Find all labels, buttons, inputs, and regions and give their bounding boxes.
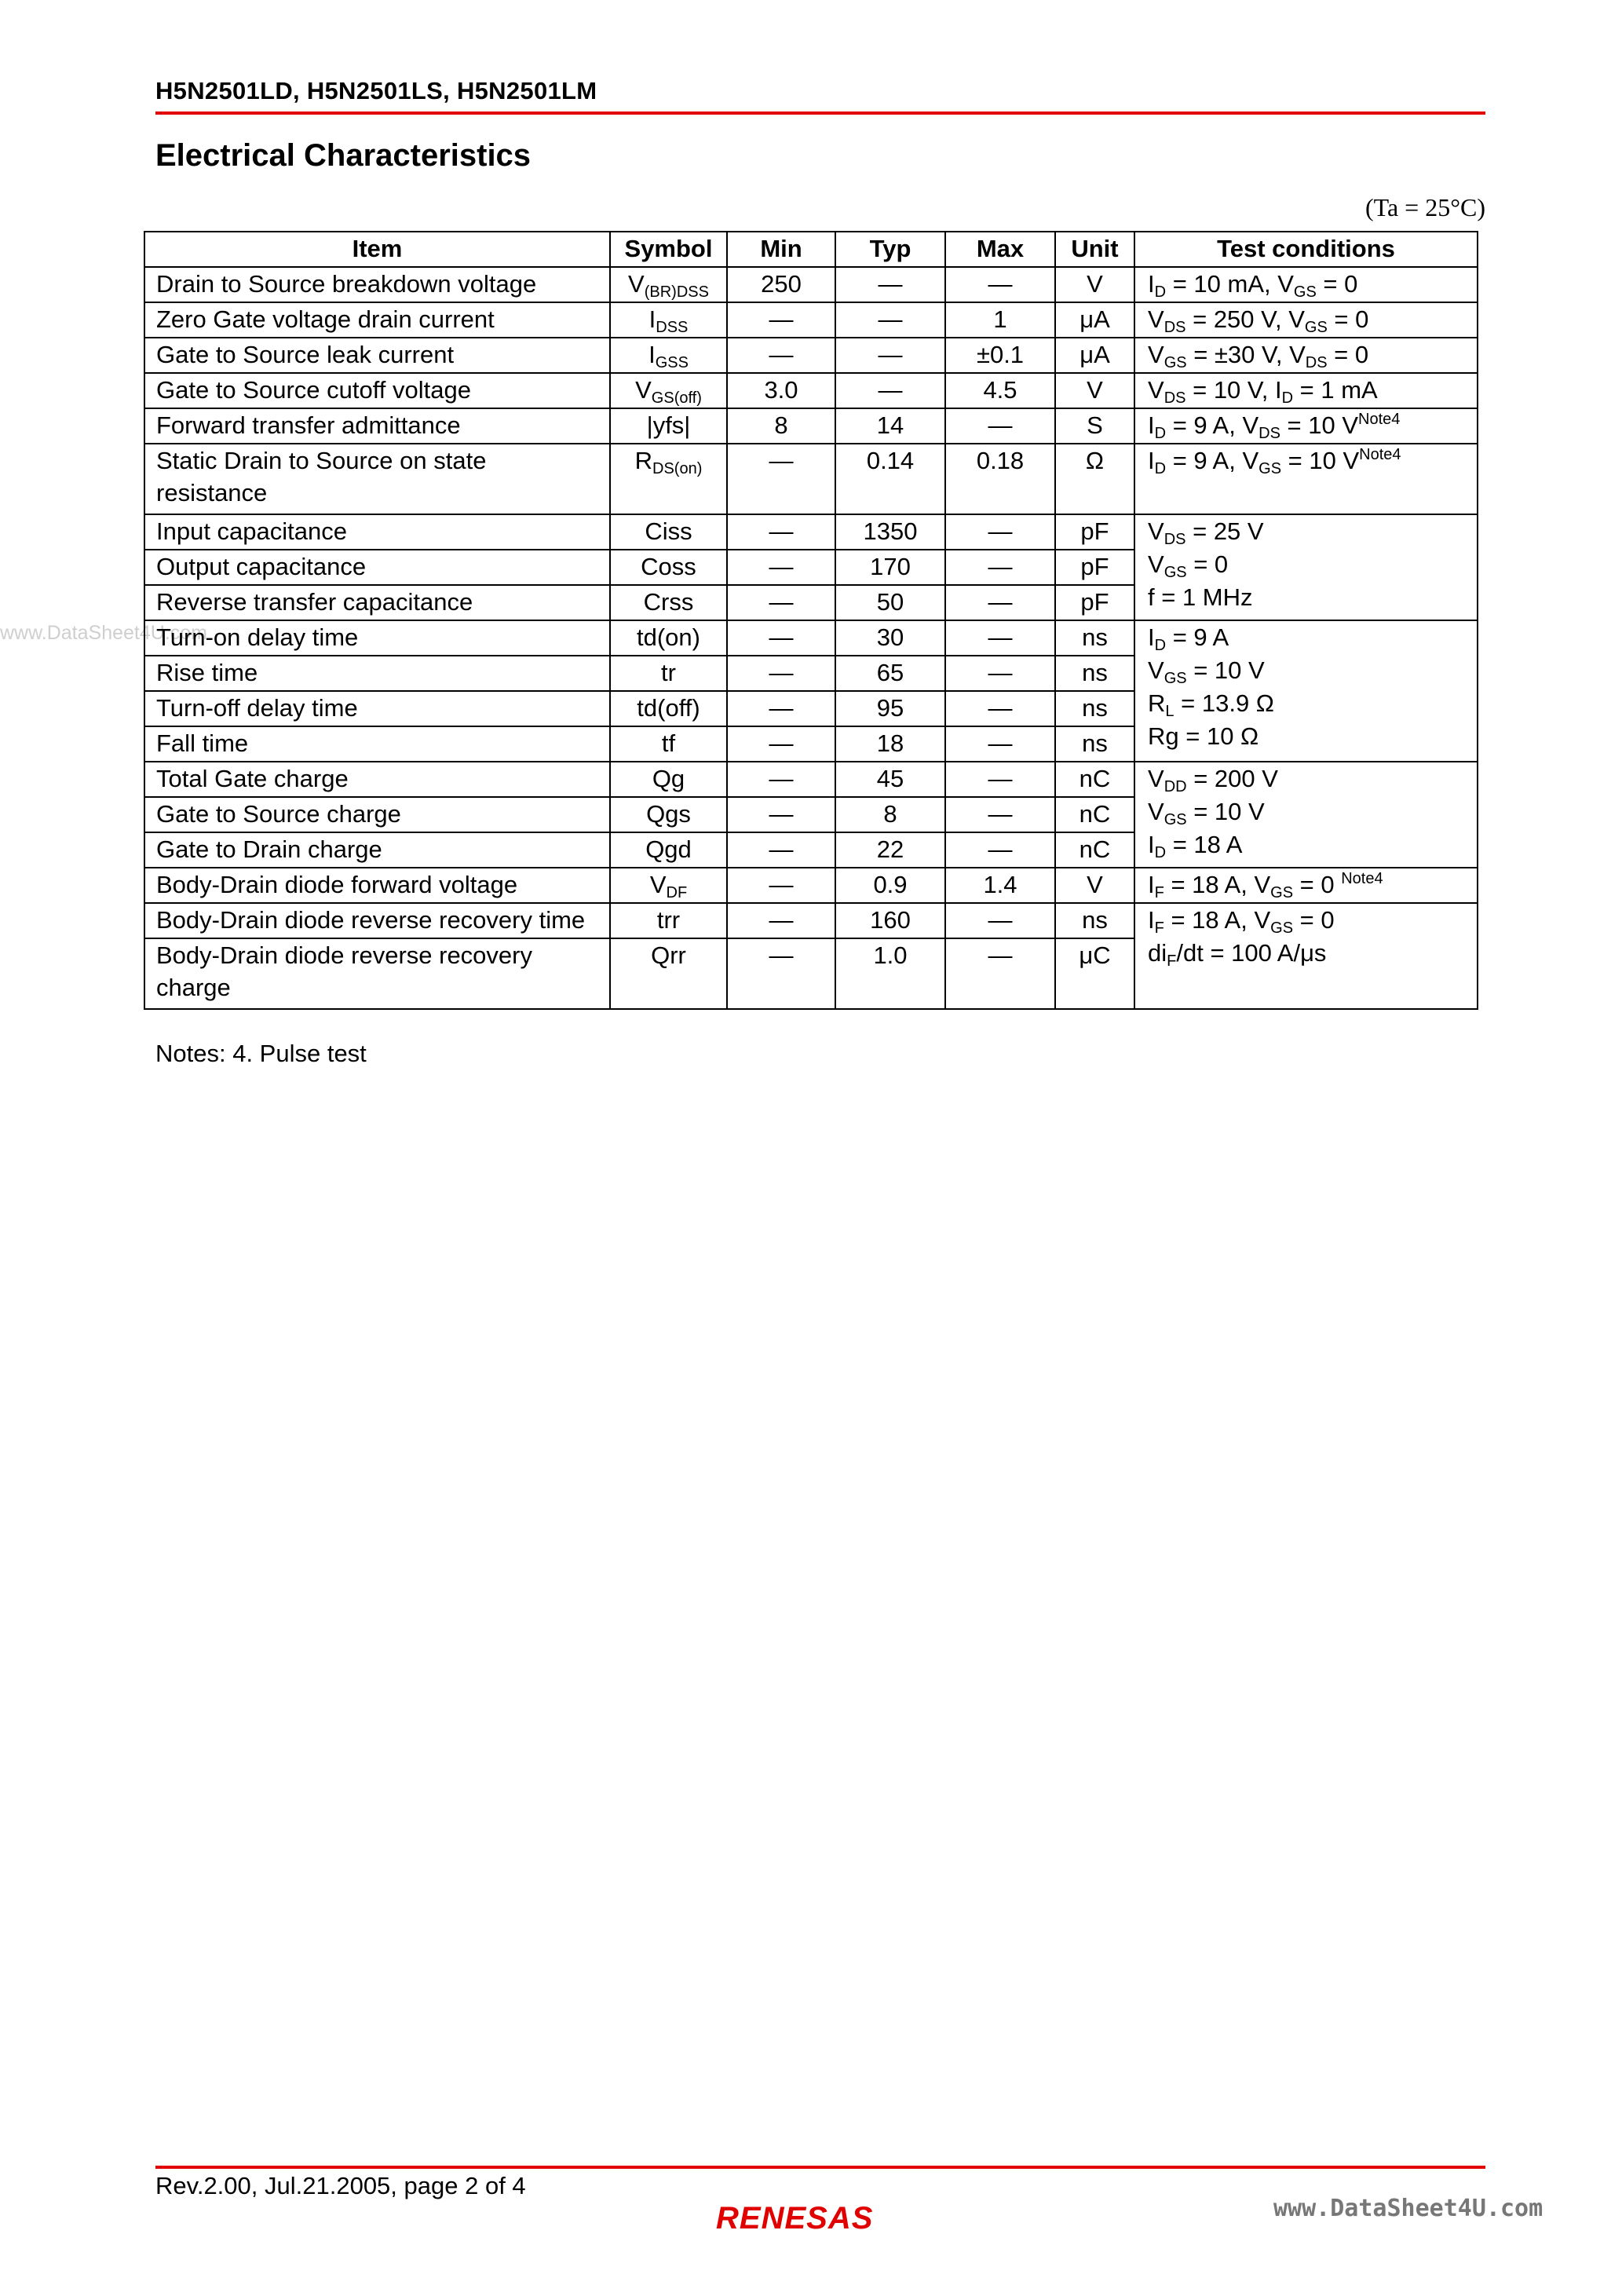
condition-cell-gate-charge: $V_{DD} = 200$ V $V_{GS} = 10$ V $I_D = 18$ A <box>1134 762 1478 868</box>
typ-cell: 18 <box>835 726 945 762</box>
table-row <box>144 444 1478 514</box>
column-header-unit: Unit <box>1055 232 1134 267</box>
min-cell: — <box>727 797 835 832</box>
unit-cell: Ω <box>1055 444 1134 514</box>
unit-cell: μA <box>1055 302 1134 338</box>
item-cell: Gate to Drain charge <box>144 832 610 868</box>
unit-cell: ns <box>1055 656 1134 691</box>
min-cell: 8 <box>727 408 835 444</box>
max-cell: — <box>945 832 1055 868</box>
min-cell: — <box>727 832 835 868</box>
max-cell: — <box>945 797 1055 832</box>
symbol-cell: td(off) <box>610 691 727 726</box>
symbol-cell: $I_{DSS}$ <box>610 302 727 338</box>
max-cell: — <box>945 550 1055 585</box>
unit-cell: pF <box>1055 514 1134 550</box>
unit-cell: ns <box>1055 691 1134 726</box>
unit-cell: V <box>1055 868 1134 903</box>
column-header-min: Min <box>727 232 835 267</box>
unit-cell: μA <box>1055 338 1134 373</box>
max-cell: 0.18 <box>945 444 1055 514</box>
unit-cell: ns <box>1055 726 1134 762</box>
min-cell: — <box>727 762 835 797</box>
item-cell: Turn-off delay time <box>144 691 610 726</box>
min-cell: — <box>727 868 835 903</box>
typ-cell: 1.0 <box>835 938 945 1009</box>
max-cell: ±0.1 <box>945 338 1055 373</box>
symbol-cell: $V_{(BR)DSS}$ <box>610 267 727 302</box>
renesas-logo-mark <box>716 2199 920 2235</box>
table-row <box>144 514 1478 550</box>
section-title: Electrical Characteristics <box>155 138 532 173</box>
symbol-cell: Qrr <box>610 938 727 1009</box>
typ-cell: 45 <box>835 762 945 797</box>
min-cell: — <box>727 302 835 338</box>
typ-cell: 14 <box>835 408 945 444</box>
min-cell: — <box>727 514 835 550</box>
unit-cell: pF <box>1055 585 1134 620</box>
typ-cell: — <box>835 338 945 373</box>
unit-cell: nC <box>1055 832 1134 868</box>
max-cell: — <box>945 762 1055 797</box>
table-row <box>144 267 1478 302</box>
symbol-cell: $R_{DS(on)}$ <box>610 444 727 514</box>
column-header-max: Max <box>945 232 1055 267</box>
symbol-cell: Qgd <box>610 832 727 868</box>
symbol-cell: trr <box>610 903 727 938</box>
item-cell: Input capacitance <box>144 514 610 550</box>
min-cell: — <box>727 550 835 585</box>
symbol-cell: Crss <box>610 585 727 620</box>
item-cell: Fall time <box>144 726 610 762</box>
condition-cell: $V_{DS} = 10$ V, $I_D = 1$ mA <box>1134 373 1478 408</box>
max-cell: 1.4 <box>945 868 1055 903</box>
min-cell: — <box>727 444 835 514</box>
symbol-cell: tr <box>610 656 727 691</box>
unit-cell: ns <box>1055 620 1134 656</box>
condition-cell-reverse-recovery: $I_F = 18$ A, $V_{GS} = 0$ $di_F/dt = 100$ A/μs <box>1134 903 1478 1009</box>
item-cell: Gate to Source leak current <box>144 338 610 373</box>
column-header-symbol: Symbol <box>610 232 727 267</box>
table-row <box>144 620 1478 656</box>
max-cell: — <box>945 585 1055 620</box>
table-notes: Notes: 4. Pulse test <box>155 1040 367 1067</box>
header-rule <box>155 112 1485 115</box>
table-row <box>144 373 1478 408</box>
table-row <box>144 338 1478 373</box>
symbol-cell: Coss <box>610 550 727 585</box>
symbol-cell: $V_{DF}$ <box>610 868 727 903</box>
max-cell: — <box>945 903 1055 938</box>
condition-cell-capacitance: $V_{DS} = 25$ V $V_{GS} = 0$ f = 1 MHz <box>1134 514 1478 620</box>
column-header-item: Item <box>144 232 610 267</box>
max-cell: — <box>945 938 1055 1009</box>
electrical-characteristics-table <box>144 231 1478 1010</box>
column-header-typ: Typ <box>835 232 945 267</box>
unit-cell: pF <box>1055 550 1134 585</box>
renesas-logo <box>716 2199 920 2239</box>
min-cell: — <box>727 338 835 373</box>
unit-cell: μC <box>1055 938 1134 1009</box>
max-cell: 1 <box>945 302 1055 338</box>
max-cell: — <box>945 408 1055 444</box>
max-cell: — <box>945 726 1055 762</box>
item-cell: Body-Drain diode reverse recovery time <box>144 903 610 938</box>
symbol-cell: |yfs| <box>610 408 727 444</box>
max-cell: — <box>945 267 1055 302</box>
symbol-cell: $I_{GSS}$ <box>610 338 727 373</box>
max-cell: — <box>945 656 1055 691</box>
table-header-row <box>144 232 1478 267</box>
item-cell: Turn-on delay time <box>144 620 610 656</box>
watermark-text: www.DataSheet4U.com <box>0 622 208 644</box>
table-row <box>144 762 1478 797</box>
temperature-condition: (Ta = 25°C) <box>1364 193 1485 221</box>
item-cell: Reverse transfer capacitance <box>144 585 610 620</box>
min-cell: — <box>727 903 835 938</box>
unit-cell: nC <box>1055 797 1134 832</box>
item-cell: Output capacitance <box>144 550 610 585</box>
unit-cell: ns <box>1055 903 1134 938</box>
item-cell: Body-Drain diode forward voltage <box>144 868 610 903</box>
item-cell: Total Gate charge <box>144 762 610 797</box>
item-cell: Zero Gate voltage drain current <box>144 302 610 338</box>
table-row <box>144 903 1478 938</box>
typ-cell: 95 <box>835 691 945 726</box>
table-row <box>144 302 1478 338</box>
typ-cell: — <box>835 373 945 408</box>
footer-revision: Rev.2.00, Jul.21.2005, page 2 of 4 <box>155 2172 526 2199</box>
item-cell: Drain to Source breakdown voltage <box>144 267 610 302</box>
symbol-cell: Qgs <box>610 797 727 832</box>
item-cell: Static Drain to Source on state resistance <box>144 444 610 514</box>
item-cell: Rise time <box>144 656 610 691</box>
footer-rule <box>155 2166 1485 2169</box>
typ-cell: 0.9 <box>835 868 945 903</box>
min-cell: 3.0 <box>727 373 835 408</box>
typ-cell: 0.14 <box>835 444 945 514</box>
footer-url: www.DataSheet4U.com <box>1273 2195 1543 2222</box>
condition-cell: $I_F = 18$ A, $V_{GS} = 0$ $^{Note4}$ <box>1134 868 1478 903</box>
min-cell: — <box>727 620 835 656</box>
max-cell: — <box>945 514 1055 550</box>
min-cell: — <box>727 585 835 620</box>
min-cell: 250 <box>727 267 835 302</box>
renesas-logo-text: RENESAS <box>716 2201 874 2235</box>
item-cell: Body-Drain diode reverse recovery charge <box>144 938 610 1009</box>
min-cell: — <box>727 938 835 1009</box>
unit-cell: V <box>1055 373 1134 408</box>
condition-cell: $I_D = 9$ A, $V_{DS} = 10$ $V^{Note4}$ <box>1134 408 1478 444</box>
typ-cell: 65 <box>835 656 945 691</box>
condition-cell-switching: $I_D = 9$ A $V_{GS} = 10$ V $R_L = 13.9$ Ω Rg = 10 Ω <box>1134 620 1478 762</box>
min-cell: — <box>727 691 835 726</box>
item-cell: Forward transfer admittance <box>144 408 610 444</box>
symbol-cell: Qg <box>610 762 727 797</box>
table-row <box>144 868 1478 903</box>
typ-cell: 22 <box>835 832 945 868</box>
typ-cell: — <box>835 302 945 338</box>
symbol-cell: tf <box>610 726 727 762</box>
document-header-title: H5N2501LD, H5N2501LS, H5N2501LM <box>155 77 597 104</box>
condition-cell: $V_{DS} = 250$ V, $V_{GS} = 0$ <box>1134 302 1478 338</box>
min-cell: — <box>727 656 835 691</box>
symbol-cell: $V_{GS(off)}$ <box>610 373 727 408</box>
unit-cell: V <box>1055 267 1134 302</box>
max-cell: — <box>945 620 1055 656</box>
symbol-cell: td(on) <box>610 620 727 656</box>
condition-cell: $V_{GS} = \pm 30$ V, $V_{DS} = 0$ <box>1134 338 1478 373</box>
typ-cell: 160 <box>835 903 945 938</box>
condition-cell: $I_D = 9$ A, $V_{GS} = 10$ $V^{Note4}$ <box>1134 444 1478 514</box>
unit-cell: nC <box>1055 762 1134 797</box>
typ-cell: 1350 <box>835 514 945 550</box>
column-header-test-conditions: Test conditions <box>1134 232 1478 267</box>
table-row <box>144 408 1478 444</box>
symbol-cell: Ciss <box>610 514 727 550</box>
condition-cell: $I_D = 10$ mA, $V_{GS} = 0$ <box>1134 267 1478 302</box>
typ-cell: 170 <box>835 550 945 585</box>
typ-cell: 8 <box>835 797 945 832</box>
max-cell: — <box>945 691 1055 726</box>
min-cell: — <box>727 726 835 762</box>
unit-cell: S <box>1055 408 1134 444</box>
typ-cell: 50 <box>835 585 945 620</box>
max-cell: 4.5 <box>945 373 1055 408</box>
typ-cell: 30 <box>835 620 945 656</box>
item-cell: Gate to Source cutoff voltage <box>144 373 610 408</box>
item-cell: Gate to Source charge <box>144 797 610 832</box>
typ-cell: — <box>835 267 945 302</box>
